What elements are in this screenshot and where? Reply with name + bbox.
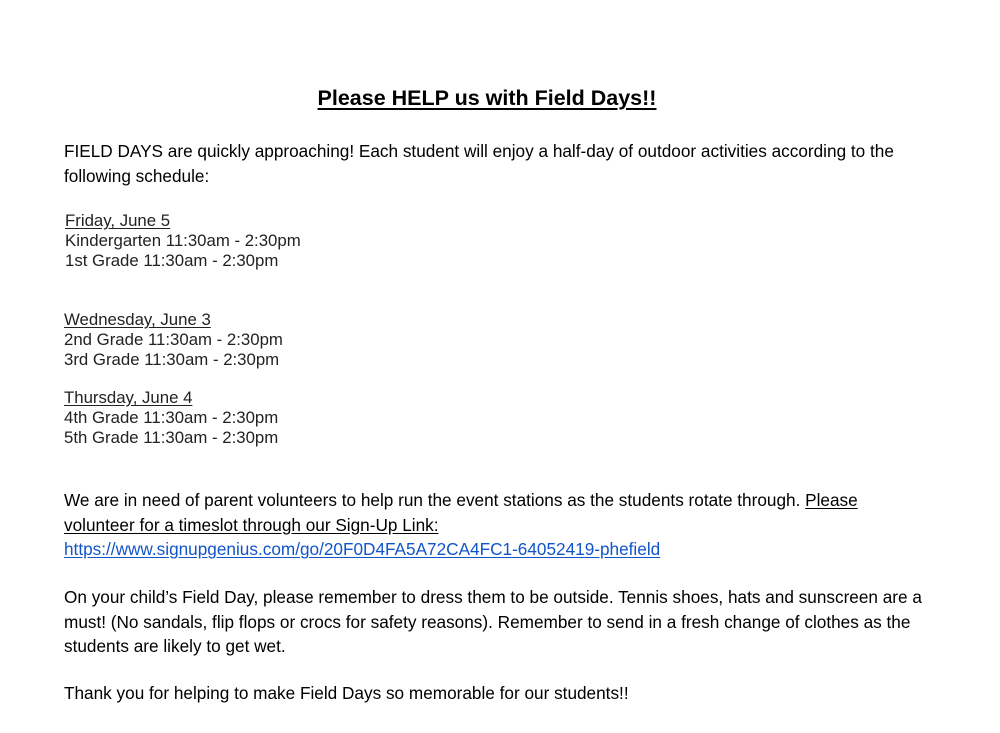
schedule-row: Kindergarten 11:30am - 2:30pm <box>65 231 301 251</box>
schedule-friday <box>65 211 301 272</box>
schedule-day-heading: Wednesday, June 3 <box>64 310 211 329</box>
schedule-thursday <box>64 388 278 449</box>
schedule-row: 3rd Grade 11:30am - 2:30pm <box>64 350 280 370</box>
schedule-row: 5th Grade 11:30am - 2:30pm <box>64 428 279 448</box>
signup-link[interactable]: https://www.signupgenius.com/go/20F0D4FA5A72CA4FC1-64052419-phefield <box>64 539 661 559</box>
schedule-row: 1st Grade 11:30am - 2:30pm <box>65 251 279 271</box>
schedule-day-heading: Thursday, June 4 <box>64 388 193 407</box>
schedule-wednesday <box>64 310 283 371</box>
intro-paragraph: FIELD DAYS are quickly approaching! Each student will enjoy a half-day of outdoor activities according to the following schedule: <box>64 141 894 186</box>
schedule-row: 4th Grade 11:30am - 2:30pm <box>64 408 279 428</box>
volunteer-call-to-action: Please volunteer for a timeslot through our Sign-Up Link: <box>64 490 858 535</box>
page-title: Please HELP us with Field Days!! <box>317 86 657 110</box>
volunteer-text: We are in need of parent volunteers to help run the event stations as the students rotate through. <box>64 490 801 510</box>
schedule-row: 2nd Grade 11:30am - 2:30pm <box>64 330 283 350</box>
dress-paragraph: On your child’s Field Day, please remember to dress them to be outside. Tennis shoes, hats and sunscreen are a must! (No sandals, flip flops or crocs for safety reasons). Remember to send in a fresh change of clothes as the students are likely to get wet. <box>64 587 922 656</box>
volunteer-paragraph <box>64 488 924 562</box>
thanks-paragraph: Thank you for helping to make Field Days so memorable for our students!! <box>64 683 629 703</box>
schedule-day-heading: Friday, June 5 <box>65 211 171 230</box>
